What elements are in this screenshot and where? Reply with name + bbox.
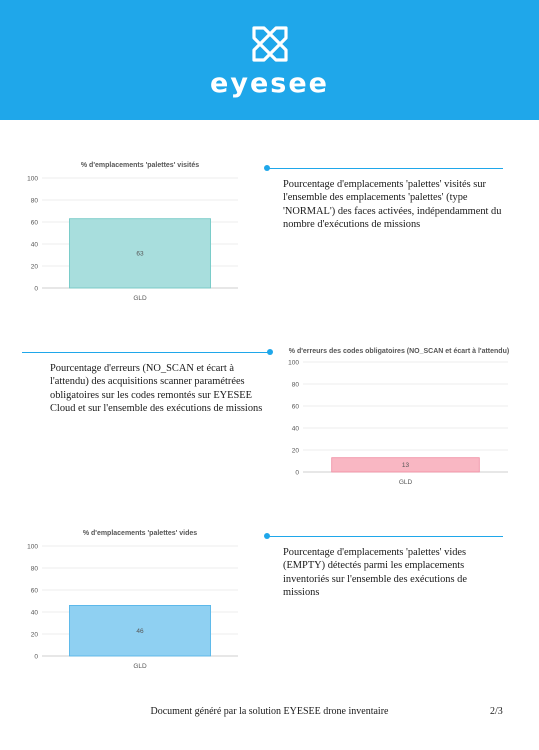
y-tick-label: 100: [27, 543, 38, 551]
chart-title: % d'emplacements 'palettes' vides: [82, 530, 198, 537]
x-tick-label: GLD: [133, 295, 147, 302]
y-tick-label: 80: [291, 381, 299, 389]
y-tick-label: 0: [34, 653, 38, 661]
chart-empty-locations: [20, 530, 240, 672]
x-tick-label: GLD: [133, 663, 147, 670]
section-divider: [267, 536, 503, 537]
y-tick-label: 0: [295, 469, 299, 477]
chart-mandatory-code-errors: [283, 348, 515, 490]
y-tick-label: 80: [30, 565, 38, 573]
section-divider: [22, 352, 270, 353]
bar-value-label: 13: [401, 462, 410, 470]
brand-name: eyesee: [210, 68, 329, 99]
section-description: Pourcentage d'emplacements 'palettes' visités sur l'ensemble des emplacements 'palettes' (type 'NORMAL') des faces activées, indépendamment du nombre d'exécutions de missions: [283, 179, 502, 230]
eyesee-logo-icon: [248, 22, 292, 66]
x-tick-label: GLD: [398, 479, 413, 486]
bar-value-label: 63: [136, 250, 144, 258]
y-tick-label: 20: [291, 447, 299, 455]
y-tick-label: 80: [30, 197, 38, 205]
chart-svg: [20, 162, 240, 304]
y-tick-label: 100: [27, 175, 38, 183]
bar-value-label: 46: [136, 628, 144, 635]
chart-svg: [283, 348, 515, 490]
section-divider: [267, 168, 503, 169]
y-tick-label: 60: [30, 587, 38, 595]
y-tick-label: 0: [34, 285, 38, 293]
footer-text: Document généré par la solution EYESEE drone inventaire: [150, 706, 389, 717]
section-description: Pourcentage d'erreurs (NO_SCAN et écart à l'attendu) des acquisitions scanner paramétrées obligatoires sur les codes remontés sur EYESEE Cloud et sur l'ensemble des exécutions de missions: [50, 363, 263, 414]
divider-dot: [267, 349, 273, 355]
y-tick-label: 40: [291, 425, 299, 433]
y-tick-label: 20: [30, 631, 38, 639]
y-tick-label: 20: [30, 263, 38, 271]
chart-title: % d'emplacements 'palettes' visités: [80, 162, 200, 169]
y-tick-label: 60: [291, 403, 299, 411]
chart-title: % d'erreurs des codes obligatoires (NO_SCAN et écart à l'attendu): [288, 348, 510, 355]
section-description: Pourcentage d'emplacements 'palettes' vides (EMPTY) détectés parmi les emplacements inventoriés sur l'ensemble des exécutions de missions: [283, 547, 467, 598]
y-tick-label: 40: [30, 241, 38, 249]
y-tick-label: 60: [30, 219, 38, 227]
page-number: 2/3: [490, 706, 503, 717]
chart-svg: [20, 530, 240, 672]
page-header: [0, 0, 539, 120]
chart-visited-locations: [20, 162, 240, 304]
y-tick-label: 100: [288, 359, 299, 367]
y-tick-label: 40: [30, 609, 38, 617]
